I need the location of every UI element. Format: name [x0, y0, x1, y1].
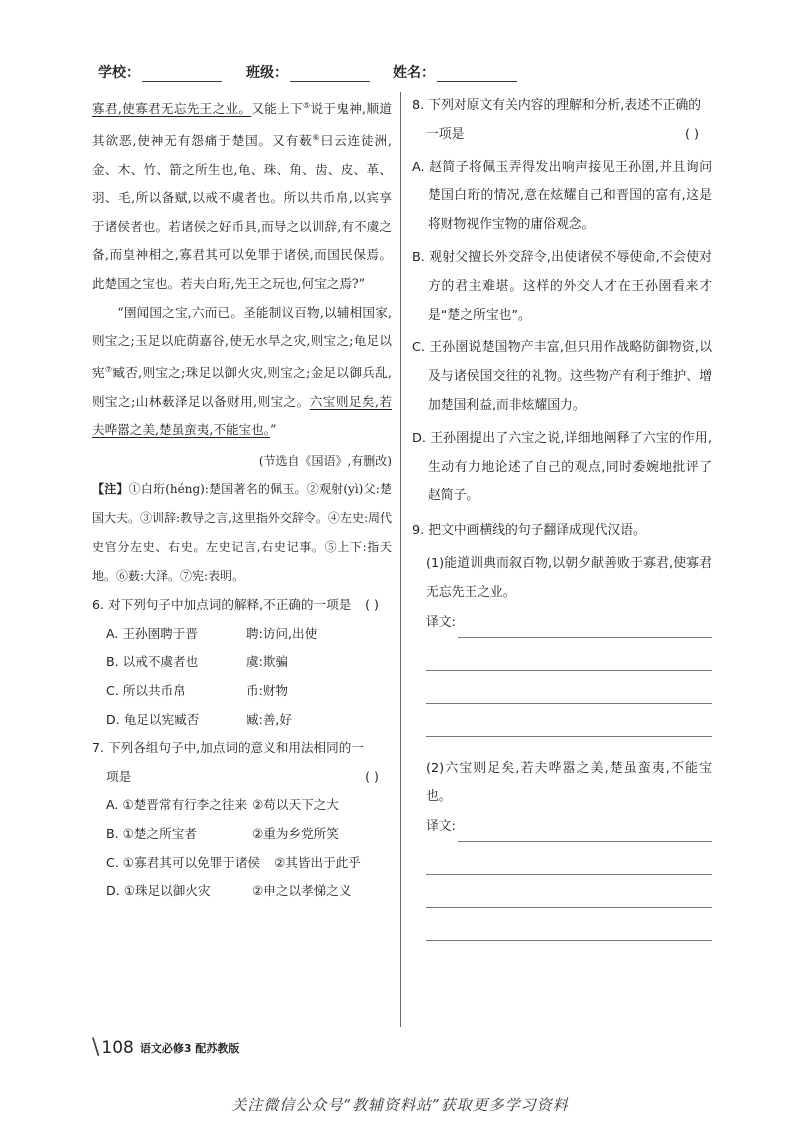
q7-stem-line-2: 项是	[106, 768, 132, 784]
q8-answer-paren[interactable]: ( )	[684, 126, 700, 142]
question-7	[92, 734, 392, 906]
book-title: 语文必修3 配苏教版	[139, 1041, 240, 1055]
answer-line[interactable]	[426, 638, 712, 671]
q9-sentence-1: (1)能道训典而叙百物,以朝夕献善败于寡君,使寡君无忘先王之业。	[426, 555, 712, 600]
q7-option-c[interactable]: C. ①寡君其可以免罪于诸侯 ②其皆出于此乎	[106, 854, 361, 870]
q8-option-a[interactable]: A. 赵简子将佩玉弄得发出响声接见王孙圉,并且询问楚国白珩的情况,意在炫耀自己和晋国的富有,这是将财物视作宝物的庸俗观念。	[412, 159, 712, 233]
right-column	[412, 92, 712, 941]
q6-stem: 6. 对下列句子中加点词的解释,不正确的一项是	[92, 597, 352, 613]
q7-stem-line-1: 7. 下列各组句子中,加点词的意义和用法相同的一	[92, 740, 364, 756]
class-label: 班级：	[246, 65, 288, 81]
question-6	[92, 591, 392, 734]
q6-option-a[interactable]: A. 王孙圉聘于晋 聘:访问,出使	[106, 625, 318, 641]
school-field	[98, 62, 222, 82]
page-footer	[92, 1035, 239, 1060]
school-label: 学校：	[98, 65, 140, 81]
name-label: 姓名：	[393, 65, 435, 81]
class-blank[interactable]	[290, 67, 370, 82]
source-citation: (节选自《国语》,有删改)	[258, 453, 392, 468]
page-number: 108	[101, 1037, 134, 1058]
q7-answer-paren[interactable]: ( )	[365, 768, 379, 784]
notes-label: 【注】	[92, 482, 129, 497]
class-field	[246, 62, 370, 82]
note-ref-6: ⑥	[312, 132, 321, 142]
underlined-sentence-1-end: 寡君,使寡君无忘先王之业。	[92, 101, 252, 117]
q7-option-b[interactable]: B. ①楚之所宝者 ②重为乡党所笑	[106, 826, 339, 842]
q9-1-translation-label: 译文:	[426, 614, 456, 630]
q9-2-translation-label: 译文:	[426, 819, 456, 835]
answer-line[interactable]	[426, 842, 712, 875]
passage-paragraph-1: 寡君,使寡君无忘先王之业。又能上下⑤说于鬼神,顺道其欲恶,使神无有怨痛于楚国。又有薮⑥曰云连徒洲,金、木、竹、箭之所生也,龟、珠、角、齿、皮、革、羽、毛,所以备赋,以戒不虞者也。所以共币帛,以宾享于诸侯者也。若诸侯之好币具,而导之以训辞,有不虞之备,而皇神相之,寡君其可以免罪于诸侯,而国民保焉。此楚国之宝也。若夫白珩,先王之玩也,何宝之焉?”	[92, 101, 392, 291]
q9-stem: 9. 把文中画横线的句子翻译成现代汉语。	[412, 523, 646, 539]
annotation-notes: 【注】①白珩(héng):楚国著名的佩玉。②观射(yì)父:楚国大夫。③训辞:教导之言,这里指外交辞令。④左史:周代史官分左史、右史。左史记言,右史记事。⑤上下:指天地。⑥薮:大泽。⑦宪:表明。	[92, 482, 392, 584]
q8-stem-line-2: 一项是	[426, 126, 465, 142]
answer-line[interactable]	[426, 671, 712, 704]
underlined-sentence-2: 六宝则足矣,若夫哗嚣之美,楚虽蛮夷,不能宝也。	[92, 393, 392, 438]
left-column	[92, 92, 392, 906]
q6-option-c[interactable]: C. 所以共币帛 币:财物	[106, 683, 289, 699]
answer-line[interactable]	[426, 908, 712, 941]
q7-option-a[interactable]: A. ①楚晋常有行李之往来 ②苟以天下之大	[106, 797, 339, 813]
q8-option-b[interactable]: B. 观射父擅长外交辞令,出使诸侯不辱使命,不会使对方的君主难堪。这样的外交人才在王孙圉看来才是“楚之所宝也”。	[412, 249, 712, 323]
q8-stem-line-1: 8. 下列对原文有关内容的理解和分析,表述不正确的	[412, 98, 702, 113]
column-divider	[400, 92, 401, 1027]
q6-option-b[interactable]: B. 以戒不虞者也 虞:欺骗	[106, 654, 289, 670]
q8-option-d[interactable]: D. 王孙圉提出了六宝之说,详细地阐释了六宝的作用,生动有力地论述了自己的观点,同时委婉地批评了赵简子。	[412, 430, 712, 504]
footer-slash-decoration: \	[92, 1035, 100, 1060]
answer-line[interactable]	[426, 704, 712, 737]
q6-option-d[interactable]: D. 龟足以宪臧否 臧:善,好	[106, 711, 293, 727]
name-field	[393, 62, 517, 82]
q8-option-c[interactable]: C. 王孙圉说楚国物产丰富,但只用作战略防御物资,以及与诸侯国交往的礼物。这些物产有利于维护、增加楚国利益,而非炫耀国力。	[412, 340, 712, 413]
note-ref-7: ⑦	[104, 364, 113, 374]
answer-line[interactable]	[426, 875, 712, 908]
q9-2-translation-field[interactable]	[426, 812, 712, 842]
school-blank[interactable]	[142, 67, 222, 82]
question-9	[412, 517, 712, 941]
question-8	[412, 92, 712, 511]
name-blank[interactable]	[437, 67, 517, 82]
passage-paragraph-2: “圉闻国之宝,六而已。圣能制议百物,以辅相国家,则宝之;玉足以庇荫嘉谷,使无水旱之灾,则宝之;龟足以宪⑦臧否,则宝之;珠足以御火灾,则宝之;金足以御兵乱,则宝之;山林薮泽足以备财用,则宝之。六宝则足矣,若夫哗嚣之美,楚虽蛮夷,不能宝也。”	[92, 304, 393, 438]
q9-1-translation-field[interactable]	[426, 608, 712, 638]
q7-option-d[interactable]: D. ①珠足以御火灾 ②申之以孝悌之义	[106, 883, 352, 899]
q9-sentence-2: (2)六宝则足矣,若夫哗嚣之美,楚虽蛮夷,不能宝也。	[426, 760, 712, 805]
student-info-header	[98, 62, 658, 86]
q6-answer-paren[interactable]: ( )	[365, 597, 379, 613]
handwritten-promo-note: 关注微信公众号“教辅资料站”获取更多学习资料	[231, 1096, 569, 1114]
note-ref-5: ⑤	[303, 101, 311, 110]
